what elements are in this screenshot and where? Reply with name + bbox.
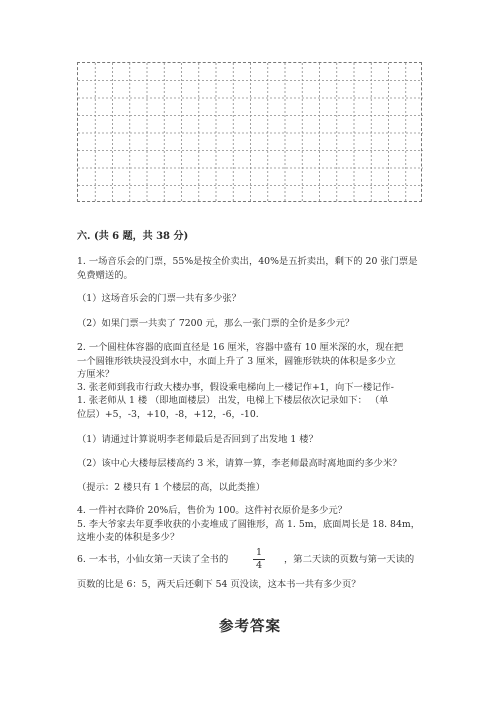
q3-text-line2: 1. 张老师从 1 楼 （即地面楼层） 出发，电梯上下楼层依次记录如下： （单 (77, 395, 389, 406)
q5-text-line1: 5. 李大爷家去年夏季收获的小麦堆成了圆锥形，高 1. 5m，底面周长是 18. 84m， (77, 519, 420, 530)
q6-text-line2: 页数的比是 6：5，两天后还剩下 54 页没读，这本书一共有多少页？ (77, 579, 361, 590)
grid-lines (78, 63, 423, 203)
section-heading: 六. (共 6 题，共 38 分) (77, 231, 189, 242)
answers-title: 参考答案 (219, 618, 281, 635)
fraction-numerator: 1 (255, 547, 263, 558)
q4-text: 4. 一件衬衣降价 20%后，售价为 100。这件衬衣原价是多少元？ (77, 505, 347, 516)
q3-hint: （提示：2 楼只有 1 个楼层的高，以此类推） (77, 482, 266, 493)
q6-text-part1: 6. 一本书，小仙女第一天读了全书的 (77, 554, 229, 565)
q3-text-line1: 3. 张老师到我市行政大楼办事，假设乘电梯向上一楼记作+1，向下一楼记作- (77, 382, 394, 393)
q3-subquestion-1: （1）请通过计算说明李老师最后是否回到了出发地 1 楼？ (77, 434, 318, 445)
q5-text-line2: 这堆小麦的体积是多少？ (77, 532, 180, 543)
q6-text-part2: ，第二天读的页数与第一天读的 (284, 554, 415, 565)
q3-text-line3: 位层）+5，-3，+10，-8，+12，-6，-10. (77, 409, 259, 420)
q1-text-line1: 1. 一场音乐会的门票，55%是按全价卖出，40%是五折卖出，剩下的 20 张门票是 (77, 256, 418, 267)
q1-subquestion-1: （1）这场音乐会的门票一共有多少张？ (77, 293, 241, 304)
answer-grid (77, 62, 422, 202)
q3-subquestion-2: （2）该中心大楼每层楼高约 3 米，请算一算，李老师最高时离地面约多少米？ (77, 458, 402, 469)
q6-fraction (252, 547, 266, 572)
q2-text-line2: 一个圆锥形铁块浸没到水中，水面上升了 3 厘米，圆锥形铁块的体积是多少立 (77, 356, 396, 367)
q1-subquestion-2: （2）如果门票一共卖了 7200 元，那么一张门票的全价是多少元？ (77, 318, 355, 329)
q2-text-line3: 方厘米？ (77, 369, 115, 380)
q2-text-line1: 2. 一个圆柱体容器的底面直径是 16 厘米，容器中盛有 10 厘米深的水，现在把 (77, 342, 404, 353)
fraction-denominator: 4 (255, 560, 263, 571)
q1-text-line2: 免费赠送的。 (77, 270, 133, 281)
